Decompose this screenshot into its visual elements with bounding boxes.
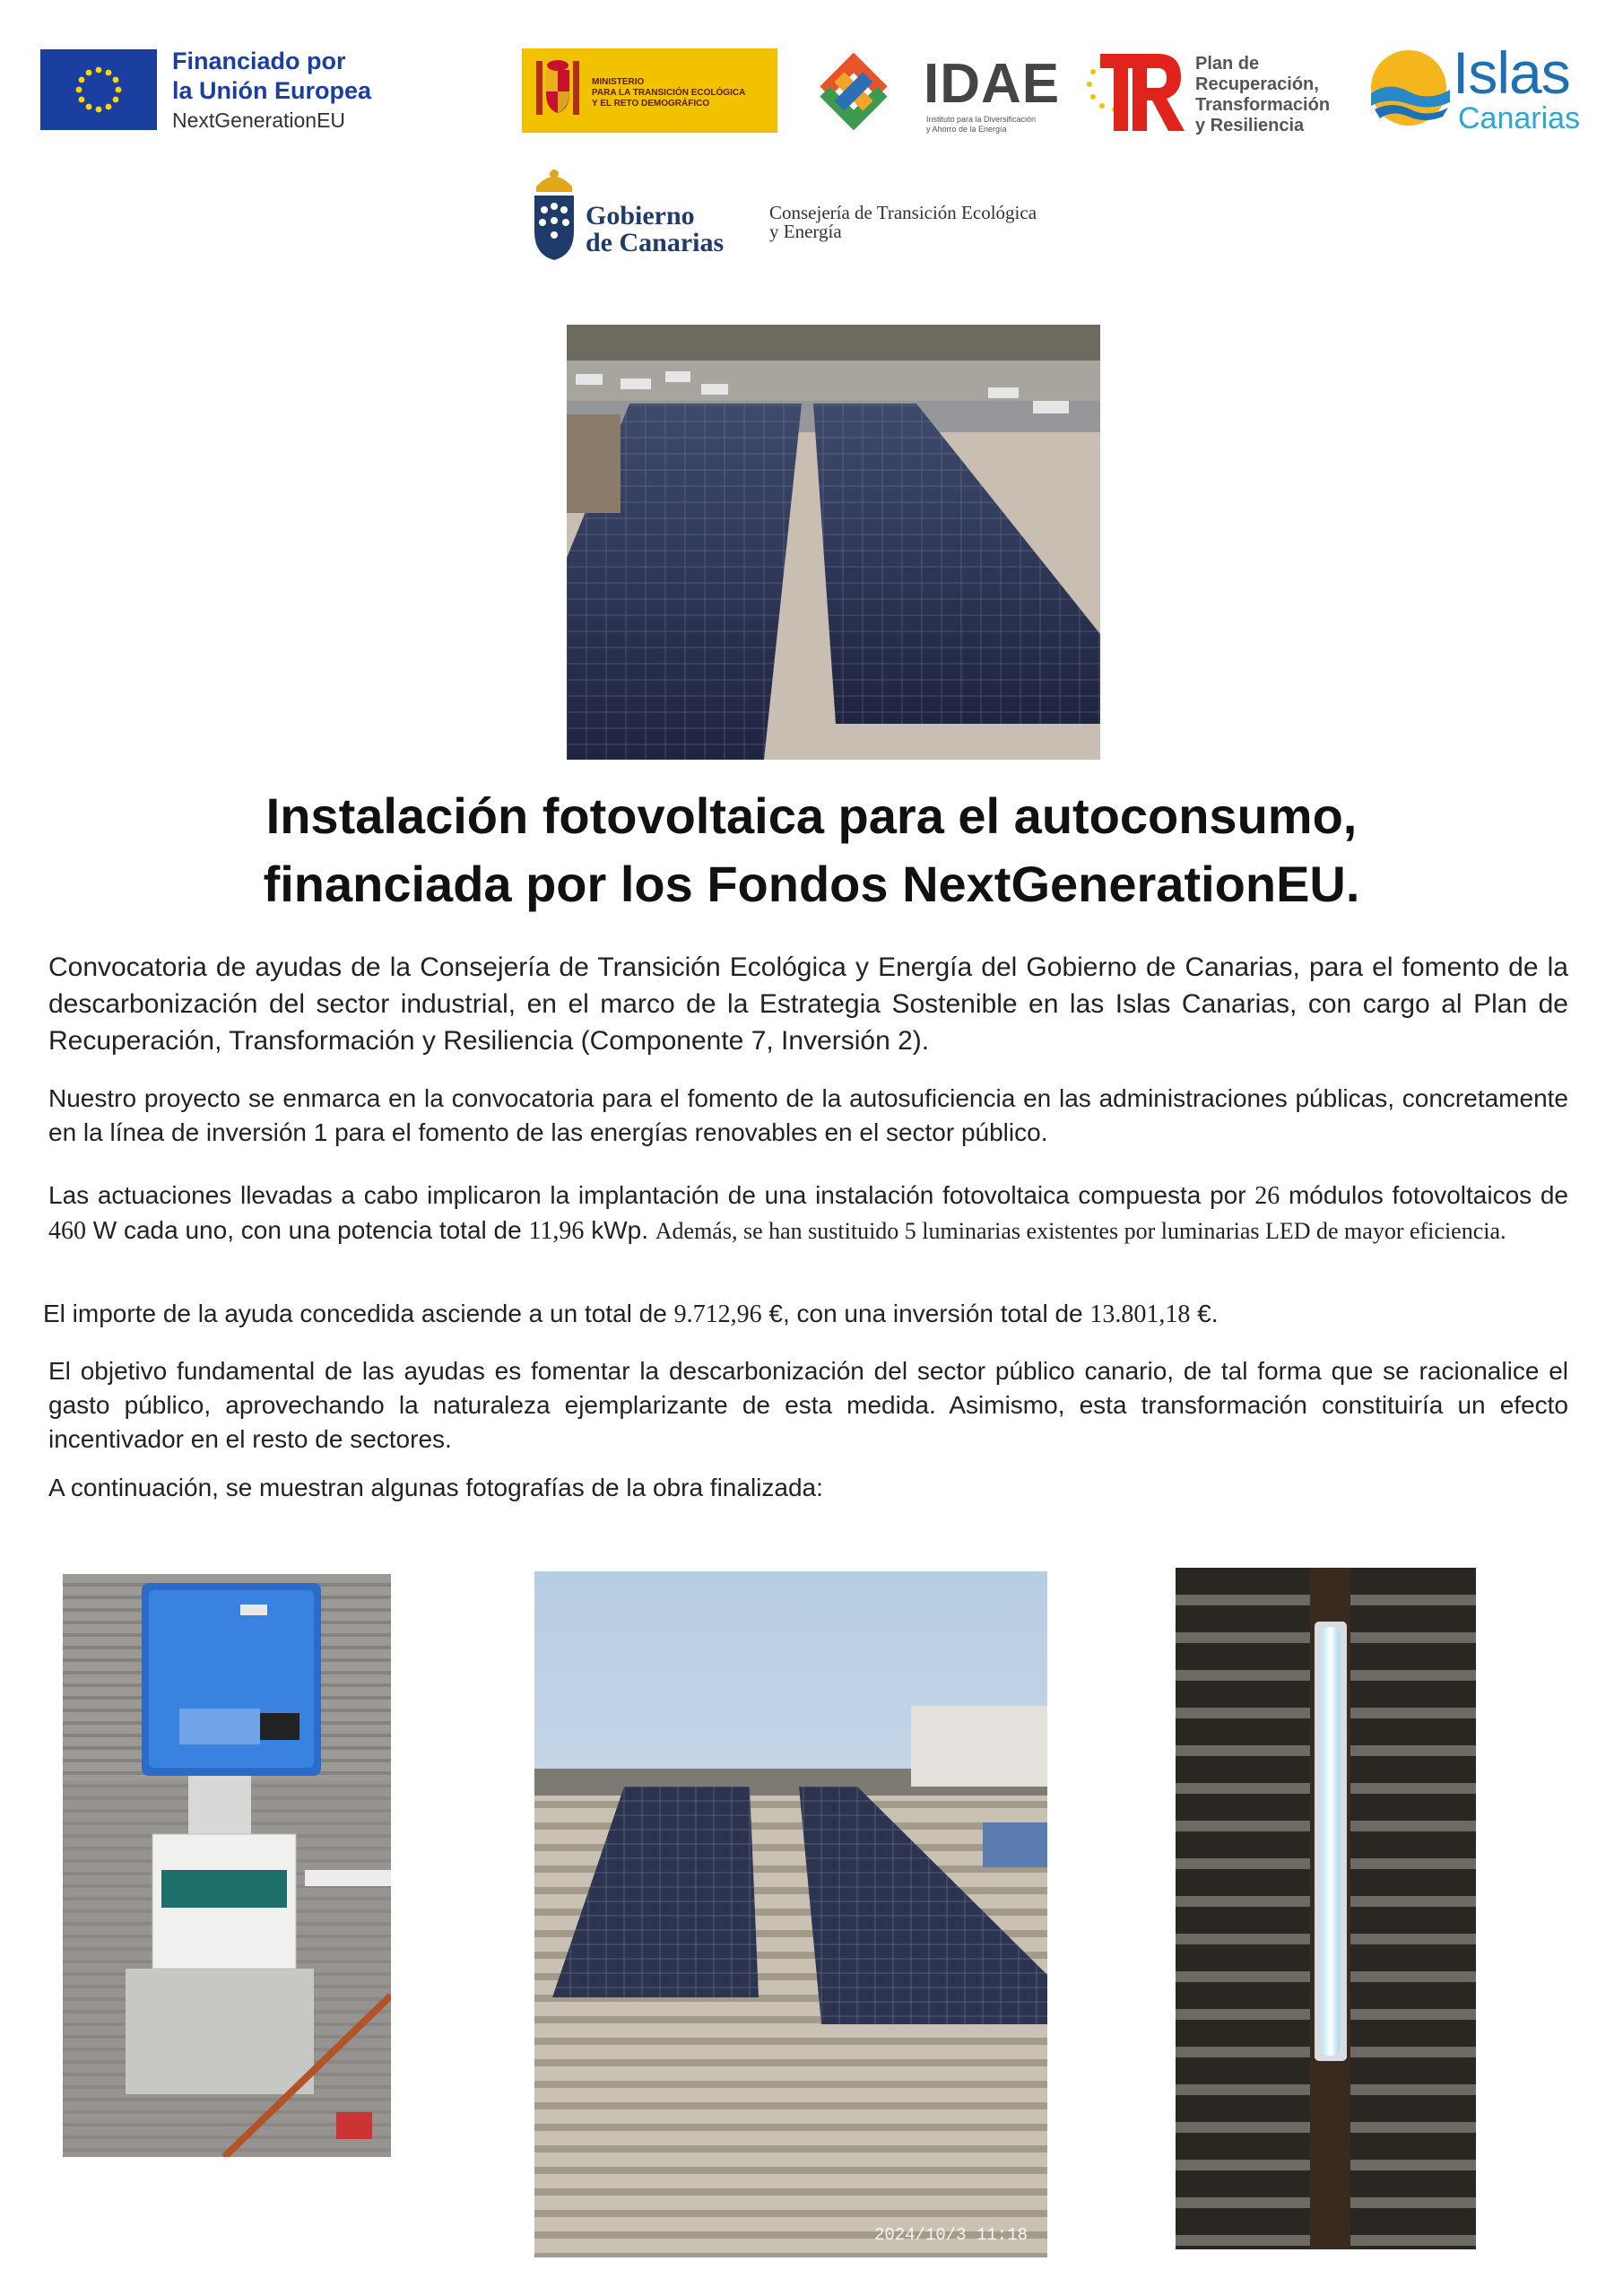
consejeria-name: Consejería de Transición Ecológica y Energía	[769, 202, 1037, 242]
actuaciones-text-a: Las actuaciones llevadas a cabo implicaron la implantación de una instalación fotovoltaica compuesta por	[48, 1181, 1255, 1209]
photo-timestamp: 2024/10/3 11:18	[873, 2225, 1028, 2245]
eu-line3: NextGenerationEU	[172, 109, 346, 132]
gobierno-line1: Gobierno	[586, 201, 695, 230]
gobierno-name	[586, 203, 747, 257]
eu-funding-label	[172, 47, 405, 135]
gobierno-line2: de Canarias	[586, 228, 725, 257]
eu-flag-icon	[40, 49, 157, 130]
module-watts: 460	[48, 1217, 86, 1245]
rooftop-solar-panels-photo	[567, 325, 1100, 760]
paragraph-actuaciones	[48, 1178, 1568, 1248]
idae-name: IDAE	[924, 53, 1061, 115]
title-line1: Instalación fotovoltaica para el autoconsumo,	[265, 787, 1358, 844]
paragraph-proyecto: Nuestro proyecto se enmarca en la convocatoria para el fomento de la autosuficiencia en las administraciones públicas, concretamente en la línea de inversión 1 para el fomento de las energías renovables en el sector público.	[48, 1084, 1568, 1146]
page-title	[126, 782, 1497, 918]
led-luminaire-photo	[1176, 1568, 1476, 2249]
canarias-shield-icon	[529, 167, 579, 264]
ministerio-logo	[522, 48, 777, 133]
modules-count: 26	[1254, 1182, 1280, 1210]
total-power: 11,96	[528, 1217, 585, 1245]
actuaciones-text-d: kWp.	[584, 1216, 655, 1244]
grant-amount: 9.712,96	[673, 1300, 762, 1328]
islas-word2: Canarias	[1458, 101, 1581, 135]
sun-wave-icon	[1367, 47, 1453, 132]
paragraph-convocatoria: Convocatoria de ayudas de la Consejería de Transición Ecológica y Energía del Gobierno de Canarias, para el fomento de la descarbonización del sector industrial, en el marco de la Estrategia Sostenible en las Islas Canarias, con cargo al Plan de Recuperación, Transformación y Resiliencia (Componente 7, Inversión 2).	[48, 952, 1568, 1056]
eu-line2: la Unión Europea	[172, 77, 372, 104]
importe-text-b: €, con una inversión total de	[761, 1300, 1090, 1327]
paragraph-fotografias: A continuación, se muestran algunas fotografías de la obra finalizada:	[48, 1474, 823, 1501]
roof-panels-photo	[534, 1571, 1047, 2257]
importe-text-c: €.	[1190, 1300, 1219, 1327]
idae-knot-icon	[794, 48, 915, 135]
importe-text-a: El importe de la ayuda concedida asciende a un total de	[43, 1300, 674, 1327]
actuaciones-text-c: W cada uno, con una potencia total de	[86, 1216, 529, 1244]
actuaciones-text-b: módulos fotovoltaicos de	[1280, 1181, 1568, 1209]
paragraph-importe	[43, 1297, 1563, 1332]
eu-line1: Financiado por	[172, 48, 346, 74]
ministerio-text: MINISTERIO PARA LA TRANSICIÓN ECOLÓGICA Y EL RETO DEMOGRÁFICO	[592, 77, 746, 109]
inverter-photo	[63, 1574, 391, 2157]
investment-amount: 13.801,18	[1089, 1300, 1191, 1328]
title-line2: financiada por los Fondos NextGenerationEU.	[263, 856, 1360, 912]
islas-word1: Islas	[1453, 39, 1570, 106]
paragraph-objetivo: El objetivo fundamental de las ayudas es fomentar la descarbonización del sector público canario, de tal forma que se racionalice el gasto público, aprovechando la naturaleza ejemplarizante de esta medida. Asimismo, esta transformación constituiría un efecto incentivador en el resto de sectores.	[48, 1357, 1568, 1453]
spanish-coat-of-arms-icon	[533, 57, 583, 124]
idae-subtitle: Instituto para la Diversificación y Ahorro de la Energía	[926, 115, 1037, 134]
luminarias-text: Además, se han sustituido 5 luminarias existentes por luminarias LED de mayor eficiencia.	[655, 1218, 1506, 1244]
plan-recuperacion-text: Plan de Recuperación, Transformación y Resiliencia	[1195, 54, 1331, 135]
tr-monogram-icon	[1081, 47, 1188, 136]
